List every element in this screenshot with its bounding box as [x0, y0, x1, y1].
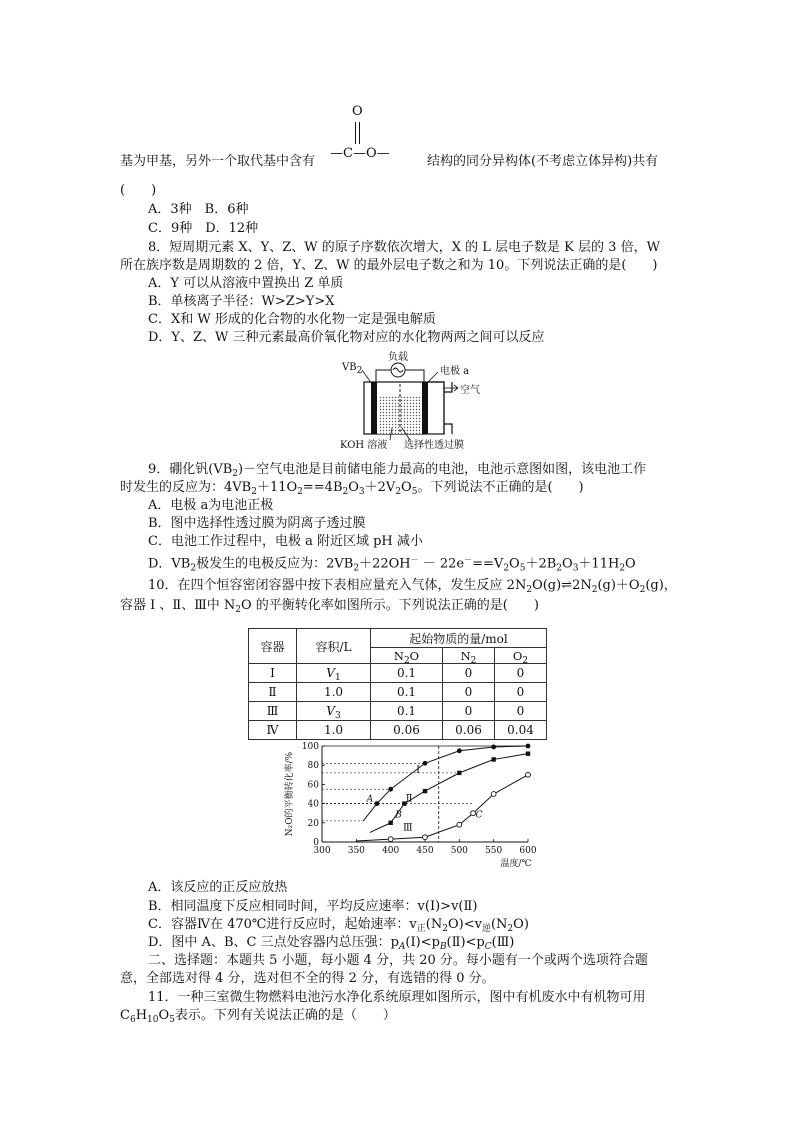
series-point-2: [491, 757, 495, 761]
load-label: 负载: [388, 352, 408, 363]
table-row: Ⅰ $V_1$ 0.1 0 0: [249, 664, 547, 683]
q7-choices-ab: A．3种 B．6种: [148, 202, 249, 217]
q10-option-d: D．图中 A、B、C 三点处容器内总压强：$p_A(Ⅰ)<p_B(Ⅱ)<p_C(Ⅲ)$: [148, 935, 515, 952]
series-point-1: [491, 745, 496, 750]
series-point-2: [388, 821, 392, 825]
series-point-3: [457, 822, 462, 827]
series-point-1: [388, 787, 393, 792]
structure-oxygen: O: [352, 104, 363, 119]
header-volume: 容积/L: [297, 629, 371, 664]
series-line-2: [370, 754, 528, 833]
series-point-1: [457, 748, 462, 753]
series-point-2: [457, 771, 461, 775]
structure-chain: —C—O—: [330, 146, 390, 161]
vb2-label: $VB_2$: [342, 362, 363, 376]
q7-choices-cd: C．9种 D．12种: [148, 221, 259, 236]
y-tick-label: 80: [307, 761, 319, 772]
series-label-2: Ⅱ: [405, 793, 413, 805]
series-line-1: [363, 746, 528, 821]
header-n2: $N_2$: [443, 648, 495, 664]
x-tick-label: 450: [416, 846, 434, 856]
q9-option-c: C．电池工作过程中，电极 a 附近区域 pH 减小: [148, 534, 423, 549]
y-tick-label: 20: [307, 818, 319, 829]
air-label: 空气: [460, 385, 480, 396]
conversion-chart: [280, 738, 550, 870]
header-o2: $O_2$: [495, 648, 547, 664]
series-point-1: [375, 801, 380, 806]
series-point-2: [423, 789, 427, 793]
q9-option-b: B．图中选择性透过膜为阴离子透过膜: [148, 516, 366, 531]
q11-stem-1: 11．一种三室微生物燃料电池污水净化系统原理如图所示，图中有机废水中有机物可用: [148, 990, 646, 1005]
q10-option-a: A．该反应的正反应放热: [148, 880, 288, 895]
q10-option-b: B．相同温度下反应相同时间，平均反应速率：v(Ⅰ)>v(Ⅱ): [148, 899, 478, 914]
series-label-3: Ⅲ: [403, 822, 413, 834]
table-row: Ⅲ $V_3$ 0.1 0 0: [249, 702, 547, 721]
q10-stem-2: 容器 Ⅰ 、Ⅱ、Ⅲ中 $N_2O$ 的平衡转化率如图所示。下列说法正确的是( ): [120, 598, 539, 615]
section2-line-2: 意，全部选对得 4 分，选对但不全的得 2 分，有选错的得 0 分。: [120, 971, 495, 986]
header-container: 容器: [249, 629, 297, 664]
series-point-2: [526, 751, 530, 755]
y-tick-label: 0: [313, 838, 319, 848]
y-tick-label: 60: [307, 780, 319, 791]
series-label-1: Ⅰ: [416, 764, 421, 776]
x-tick-label: 550: [485, 846, 503, 856]
section2-line-1: 二、选择题：本题共 5 小题，每小题 4 分，共 20 分。每小题有一个或两个选项符合题: [148, 953, 648, 968]
series-point-1: [526, 744, 531, 749]
point-label-A: A: [366, 794, 374, 805]
series-point-3: [526, 772, 531, 777]
koh-label: KOH 溶液: [340, 440, 388, 451]
q8-option-c: C．X和 W 形成的化合物的水化物一定是强电解质: [148, 312, 436, 327]
q11-stem-2: $C_6H_{10}O_5$表示。下列有关说法正确的是（ ）: [120, 1008, 396, 1025]
q7-stem-left: 基为甲基，另外一个取代基中含有: [120, 154, 316, 169]
electrode-a-label: 电极 a: [440, 366, 470, 377]
q9-option-d: D．$VB_2$极发生的电极反应为：$2VB_2+22OH^- - 22e^-==V_2O_5+2B_2O_3+11H_2O$: [148, 555, 636, 574]
table-row: Ⅳ 1.0 0.06 0.06 0.04: [249, 721, 547, 740]
x-tick-label: 600: [519, 846, 537, 856]
y-axis-label: N₂O的平衡转化率/%: [285, 751, 295, 837]
series-point-3: [423, 835, 428, 840]
q9-option-a: A．电极 a为电池正极: [148, 498, 274, 513]
y-tick-label: 40: [307, 799, 319, 810]
battery-diagram: [340, 348, 490, 451]
q8-option-b: B．单核离子半径：W>Z>Y>X: [148, 294, 335, 309]
q7-stem-right: 结构的同分异构体(不考虑立体异构)共有: [427, 154, 659, 169]
q8-stem-2: 所在族序数是周期数的 2 倍，Y、Z、W 的最外层电子数之和为 10。下列说法正确的是( ): [120, 258, 658, 273]
membrane-label: 选择性透过膜: [404, 440, 464, 451]
series-line-3: [356, 775, 528, 841]
q9-stem-2: 时发生的反应为：$4VB_2+11O_2==4B_2O_3+2V_2O_5$。下列说法不正确的是( ): [120, 480, 584, 497]
header-amount: 起始物质的量/mol: [371, 629, 547, 648]
header-n2o: $N_2O$: [371, 648, 443, 664]
q8-option-a: A．Y 可以从溶液中置换出 Z 单质: [148, 276, 344, 291]
x-axis-label: 温度/℃: [500, 859, 532, 869]
ester-structure: [330, 104, 420, 164]
series-point-3: [388, 837, 393, 842]
y-tick-label: 100: [301, 742, 319, 752]
q8-option-d: D．Y、Z、W 三种元素最高价氧化物对应的水化物两两之间可以反应: [148, 330, 545, 345]
x-tick-label: 350: [347, 846, 365, 856]
q10-option-c: C．容器Ⅳ在 470℃进行反应时，起始速率：$v_正(N_2O)<v_逆(N_2O)$: [148, 917, 529, 934]
x-tick-label: 400: [382, 846, 400, 856]
series-point-1: [423, 761, 428, 766]
table-row: Ⅱ 1.0 0.1 0 0: [249, 683, 547, 702]
series-point-3: [491, 792, 496, 797]
x-tick-label: 300: [313, 846, 331, 856]
q7-answer-paren: ( ): [120, 183, 157, 198]
initial-amount-table: [248, 628, 547, 740]
point-label-B: B: [395, 810, 402, 821]
q8-stem-1: 8．短周期元素 X、Y、Z、W 的原子序数依次增大，X 的 L 层电子数是 K 层的 3 倍，W: [148, 240, 660, 255]
q9-stem-1: 9．硼化钒$(VB_2)-$空气电池是目前储电能力最高的电池，电池示意图如图，该电池工作: [148, 462, 647, 479]
q10-stem-1: 10．在四个恒容密闭容器中按下表相应量充入气体，发生反应 $2N_2O(g)\rightleftharpoons 2N_2(g)+O_2(g)$，: [148, 578, 677, 595]
point-label-C: C: [475, 810, 483, 821]
x-tick-label: 500: [450, 846, 468, 856]
